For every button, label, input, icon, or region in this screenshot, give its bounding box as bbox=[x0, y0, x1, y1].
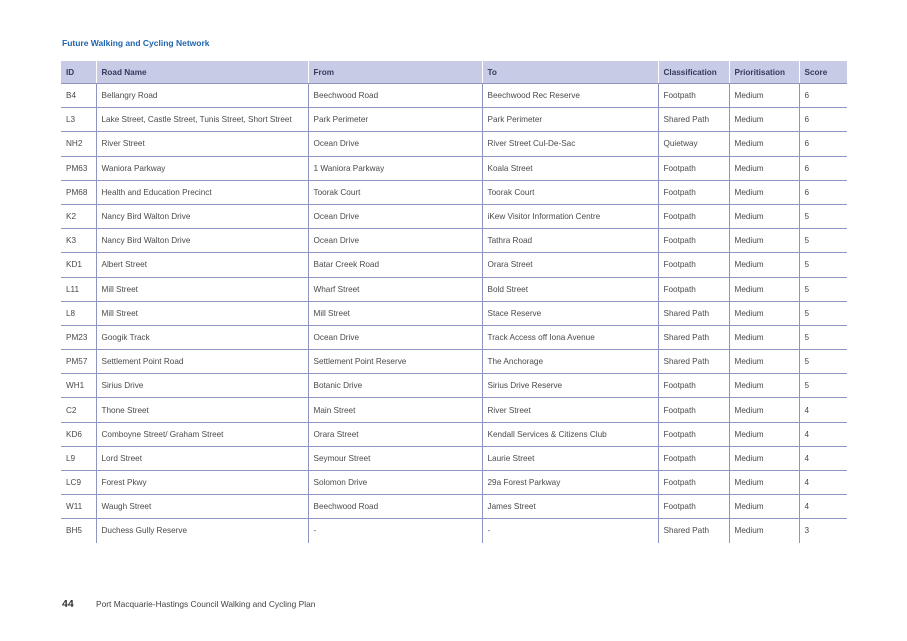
table-row bbox=[61, 84, 847, 108]
cell-id: L9 bbox=[61, 446, 96, 470]
cell-id: BH5 bbox=[66, 526, 82, 536]
cell-prioritisation: Medium bbox=[729, 108, 799, 132]
cell-score: 6 bbox=[799, 108, 847, 132]
cell-id: KD6 bbox=[61, 422, 96, 446]
table-row bbox=[61, 277, 847, 301]
section-title: Future Walking and Cycling Network bbox=[62, 38, 210, 48]
cell-from: Main Street bbox=[308, 398, 482, 422]
table-row bbox=[61, 180, 847, 204]
cell-id: L8 bbox=[61, 301, 96, 325]
cell-from: Toorak Court bbox=[308, 180, 482, 204]
cell-from: Orara Street bbox=[308, 422, 482, 446]
cell-classification: Footpath bbox=[658, 253, 729, 277]
cell-prioritisation: Medium bbox=[729, 422, 799, 446]
cell-from: Batar Creek Road bbox=[308, 253, 482, 277]
cell-score: 6 bbox=[799, 84, 847, 108]
table-row bbox=[61, 374, 847, 398]
table-row bbox=[61, 204, 847, 228]
cell-score: 5 bbox=[799, 325, 847, 349]
cell-id: PM23 bbox=[61, 325, 96, 349]
column-header-from: From bbox=[308, 61, 482, 84]
cell-to: Kendall Services & Citizens Club bbox=[482, 422, 658, 446]
cell-from: Ocean Drive bbox=[308, 325, 482, 349]
cell-classification: Footpath bbox=[658, 156, 729, 180]
cell-classification: Shared Path bbox=[658, 301, 729, 325]
cell-prioritisation: Medium bbox=[729, 398, 799, 422]
cell-to: 29a Forest Parkway bbox=[482, 471, 658, 495]
cell-to: Toorak Court bbox=[482, 180, 658, 204]
cell-road-name: Sirius Drive bbox=[96, 374, 308, 398]
cell-to: Beechwood Rec Reserve bbox=[482, 84, 658, 108]
cell-to: James Street bbox=[482, 495, 658, 519]
cell-id: PM57 bbox=[61, 350, 96, 374]
cell-prioritisation: Medium bbox=[729, 350, 799, 374]
cell-prioritisation: Medium bbox=[729, 471, 799, 495]
cell-id: K2 bbox=[61, 204, 96, 228]
cell-to: River Street Cul-De-Sac bbox=[482, 132, 658, 156]
cell-from: Botanic Drive bbox=[308, 374, 482, 398]
cell-road-name: Settlement Point Road bbox=[96, 350, 308, 374]
cell-score: 5 bbox=[799, 229, 847, 253]
cell-from: Park Perimeter bbox=[308, 108, 482, 132]
cell-from: Settlement Point Reserve bbox=[308, 350, 482, 374]
cell-classification: Footpath bbox=[658, 446, 729, 470]
cell-classification: Footpath bbox=[658, 229, 729, 253]
cell-prioritisation: Medium bbox=[729, 156, 799, 180]
table-row bbox=[61, 471, 847, 495]
cell-road-name: Duchess Gully Reserve bbox=[96, 519, 308, 543]
cell-classification: Shared Path bbox=[658, 350, 729, 374]
cell-road-name: Mill Street bbox=[96, 301, 308, 325]
cell-score: 5 bbox=[799, 301, 847, 325]
table-row bbox=[61, 108, 847, 132]
cell-road-name: Albert Street bbox=[96, 253, 308, 277]
cell-id: L3 bbox=[61, 108, 96, 132]
cell-classification: Footpath bbox=[658, 495, 729, 519]
cell-id: LC9 bbox=[61, 471, 96, 495]
cell-to: Koala Street bbox=[482, 156, 658, 180]
cell-to: iKew Visitor Information Centre bbox=[482, 204, 658, 228]
cell-road-name: Waniora Parkway bbox=[96, 156, 308, 180]
cell-id: W11 bbox=[61, 495, 96, 519]
walking-cycling-network-table bbox=[61, 61, 847, 543]
cell-road-name: Thone Street bbox=[96, 398, 308, 422]
cell-road-name: Bellangry Road bbox=[96, 84, 308, 108]
cell-score: 4 bbox=[799, 471, 847, 495]
cell-score: 5 bbox=[799, 277, 847, 301]
cell-id: PM68 bbox=[61, 180, 96, 204]
cell-to: - bbox=[482, 519, 658, 543]
table-row bbox=[61, 398, 847, 422]
cell-road-name: Lord Street bbox=[96, 446, 308, 470]
page-footer bbox=[62, 598, 315, 610]
cell-road-name: Lake Street, Castle Street, Tunis Street, Short Street bbox=[96, 108, 308, 132]
cell-score: 5 bbox=[799, 374, 847, 398]
cell-road-name: Comboyne Street/ Graham Street bbox=[96, 422, 308, 446]
table-header-row bbox=[61, 61, 847, 84]
cell-from: Mill Street bbox=[308, 301, 482, 325]
cell-to: Sirius Drive Reserve bbox=[482, 374, 658, 398]
cell-id: WH1 bbox=[61, 374, 96, 398]
table-row bbox=[61, 495, 847, 519]
cell-classification: Footpath bbox=[658, 204, 729, 228]
table-row bbox=[61, 301, 847, 325]
cell-from: Beechwood Road bbox=[308, 84, 482, 108]
table-body bbox=[61, 84, 847, 543]
table-row bbox=[61, 156, 847, 180]
cell-from: Ocean Drive bbox=[308, 204, 482, 228]
cell-prioritisation: Medium bbox=[729, 229, 799, 253]
cell-classification: Shared Path bbox=[658, 108, 729, 132]
table-row bbox=[61, 325, 847, 349]
table-row bbox=[61, 229, 847, 253]
document-title: Port Macquarie-Hastings Council Walking and Cycling Plan bbox=[96, 599, 316, 609]
cell-score: 6 bbox=[799, 156, 847, 180]
cell-road-name: Forest Pkwy bbox=[96, 471, 308, 495]
column-header-score: Score bbox=[799, 61, 847, 84]
cell-prioritisation: Medium bbox=[729, 277, 799, 301]
cell-road-name: Mill Street bbox=[96, 277, 308, 301]
cell-prioritisation: Medium bbox=[729, 495, 799, 519]
table-row bbox=[61, 422, 847, 446]
cell-from: Wharf Street bbox=[308, 277, 482, 301]
cell-id: B4 bbox=[61, 84, 96, 108]
cell-prioritisation: Medium bbox=[729, 446, 799, 470]
cell-score: 5 bbox=[799, 350, 847, 374]
cell-id: C2 bbox=[61, 398, 96, 422]
cell-score: 3 bbox=[799, 519, 847, 543]
cell-score: 4 bbox=[799, 495, 847, 519]
cell-classification: Footpath bbox=[658, 84, 729, 108]
cell-from: Ocean Drive bbox=[308, 229, 482, 253]
cell-classification: Footpath bbox=[658, 180, 729, 204]
cell-to: Stace Reserve bbox=[482, 301, 658, 325]
column-header-id: ID bbox=[61, 61, 96, 84]
cell-to: Park Perimeter bbox=[482, 108, 658, 132]
column-header-prioritisation: Prioritisation bbox=[729, 61, 799, 84]
cell-road-name: Health and Education Precinct bbox=[96, 180, 308, 204]
cell-prioritisation: Medium bbox=[729, 84, 799, 108]
cell-from: Seymour Street bbox=[308, 446, 482, 470]
cell-classification: Shared Path bbox=[658, 325, 729, 349]
cell-from: Beechwood Road bbox=[308, 495, 482, 519]
cell-score: 4 bbox=[799, 398, 847, 422]
cell-road-name: Nancy Bird Walton Drive bbox=[96, 204, 308, 228]
cell-score: 4 bbox=[799, 422, 847, 446]
table-row bbox=[61, 519, 847, 543]
cell-prioritisation: Medium bbox=[729, 180, 799, 204]
cell-from: 1 Waniora Parkway bbox=[308, 156, 482, 180]
cell-from: - bbox=[308, 519, 482, 543]
table-row bbox=[61, 253, 847, 277]
cell-prioritisation: Medium bbox=[729, 204, 799, 228]
cell-score: 6 bbox=[799, 180, 847, 204]
cell-classification: Footpath bbox=[658, 471, 729, 495]
cell-classification: Quietway bbox=[658, 132, 729, 156]
cell-id: NH2 bbox=[61, 132, 96, 156]
cell-to: Laurie Street bbox=[482, 446, 658, 470]
cell-prioritisation: Medium bbox=[729, 519, 799, 543]
cell-to: River Street bbox=[482, 398, 658, 422]
cell-classification: Footpath bbox=[658, 398, 729, 422]
table-row bbox=[61, 350, 847, 374]
cell-score: 5 bbox=[799, 253, 847, 277]
cell-id: PM63 bbox=[61, 156, 96, 180]
cell-prioritisation: Medium bbox=[729, 325, 799, 349]
cell-to: Track Access off Iona Avenue bbox=[482, 325, 658, 349]
column-header-to: To bbox=[482, 61, 658, 84]
cell-id: K3 bbox=[61, 229, 96, 253]
cell-classification: Footpath bbox=[658, 422, 729, 446]
cell-prioritisation: Medium bbox=[729, 374, 799, 398]
cell-prioritisation: Medium bbox=[729, 301, 799, 325]
cell-from: Solomon Drive bbox=[308, 471, 482, 495]
cell-to: Orara Street bbox=[482, 253, 658, 277]
cell-road-name: River Street bbox=[96, 132, 308, 156]
cell-to: The Anchorage bbox=[482, 350, 658, 374]
cell-road-name: Waugh Street bbox=[96, 495, 308, 519]
page-number: 44 bbox=[62, 598, 74, 610]
table-row bbox=[61, 446, 847, 470]
cell-classification: Footpath bbox=[658, 374, 729, 398]
cell-prioritisation: Medium bbox=[729, 253, 799, 277]
cell-score: 4 bbox=[799, 446, 847, 470]
cell-classification: Shared Path bbox=[658, 519, 729, 543]
cell-classification: Footpath bbox=[658, 277, 729, 301]
cell-prioritisation: Medium bbox=[729, 132, 799, 156]
column-header-classification: Classification bbox=[658, 61, 729, 84]
cell-from: Ocean Drive bbox=[308, 132, 482, 156]
cell-road-name: Googik Track bbox=[96, 325, 308, 349]
cell-id: KD1 bbox=[61, 253, 96, 277]
cell-id: L11 bbox=[61, 277, 96, 301]
table-row bbox=[61, 132, 847, 156]
cell-to: Tathra Road bbox=[482, 229, 658, 253]
column-header-road-name: Road Name bbox=[96, 61, 308, 84]
cell-score: 6 bbox=[799, 132, 847, 156]
cell-score: 5 bbox=[799, 204, 847, 228]
cell-to: Bold Street bbox=[482, 277, 658, 301]
cell-road-name: Nancy Bird Walton Drive bbox=[96, 229, 308, 253]
